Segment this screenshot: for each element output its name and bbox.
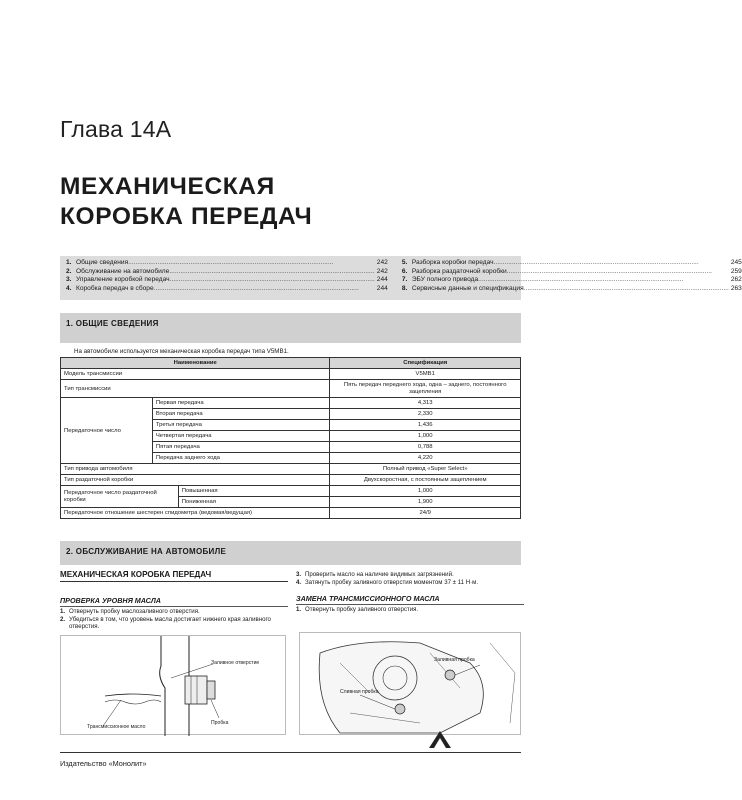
oil-change-figure: [299, 632, 521, 735]
oil-check-heading: ПРОВЕРКА УРОВНЯ МАСЛА: [60, 596, 288, 607]
toc-item[interactable]: [66, 259, 388, 266]
toc-item[interactable]: [66, 268, 388, 275]
transfer-label: Тип раздаточной коробки: [61, 475, 330, 486]
toc-num: 8.: [401, 284, 408, 292]
toc-label: Управление коробкой передач: [76, 276, 170, 283]
title-line-1: МЕХАНИЧЕСКАЯ: [60, 173, 275, 200]
transfer-value: Двухскоростная, с постоянным зацеплением: [330, 475, 521, 486]
gear-value: 1,436: [330, 420, 521, 431]
step-number: 4.: [296, 579, 302, 587]
fig-label-hole: Заливное отверстие: [211, 660, 260, 666]
toc-label: ЭБУ полного привода: [411, 276, 479, 283]
toc-column-left: [66, 259, 388, 297]
chapter-label: Глава 14А: [60, 116, 172, 142]
toc-label: Обслуживание на автомобиле: [76, 267, 170, 275]
step-number: 2.: [60, 616, 66, 624]
drive-value: Полный привод «Super Select»: [330, 464, 521, 475]
toc-label: Разборка коробки передач: [411, 259, 494, 266]
drive-label: Тип привода автомобиля: [61, 464, 330, 475]
step: [296, 571, 524, 578]
toc-label: Общие сведения: [76, 259, 129, 266]
oil-level-illustration: [61, 636, 287, 736]
step-text: Отвернуть пробку заливного отверстия.: [305, 606, 419, 614]
toc-num: 7.: [401, 276, 408, 283]
fig-label-oil: Трансмиссионное масло: [87, 724, 146, 730]
left-column: [60, 570, 288, 631]
gear-name: Передача заднего хода: [152, 453, 330, 464]
gear-name: Вторая передача: [152, 409, 330, 420]
table-of-contents: [60, 256, 742, 300]
right-column: [296, 570, 524, 614]
header-spec: Спецификация: [330, 358, 521, 369]
table-row: [61, 398, 521, 409]
toc-num: 4.: [66, 284, 72, 292]
table-row: [61, 486, 521, 497]
toc-leader: [169, 268, 374, 275]
type-value: Пять передач переднего хода, одна – заднего, постоянного зацепления: [330, 380, 521, 398]
table-row: [61, 508, 521, 519]
footer-divider: [60, 752, 521, 753]
toc-page: 262: [730, 276, 742, 283]
toc-page: 242: [376, 259, 388, 266]
table-row: [61, 369, 521, 380]
oil-change-heading: ЗАМЕНА ТРАНСМИССИОННОГО МАСЛА: [296, 594, 524, 605]
toc-num: 5.: [401, 259, 408, 266]
toc-item[interactable]: [402, 285, 742, 292]
gear-name: Первая передача: [152, 398, 330, 409]
toc-page: 242: [376, 267, 388, 275]
model-value: V5MB1: [330, 369, 521, 380]
publisher-footer: Издательство «Монолит»: [60, 759, 147, 768]
toc-page: 244: [376, 276, 388, 283]
toc-item[interactable]: [402, 268, 742, 275]
toc-label: Разборка раздаточной коробки: [411, 267, 507, 275]
section-1-intro: На автомобиле используется механическая коробка передач типа V5MB1.: [74, 348, 289, 355]
transmission-illustration: [300, 633, 522, 736]
step-text: Проверить масло на наличие видимых загрязнений.: [305, 571, 454, 578]
table-header-row: [61, 358, 521, 369]
low-label: Пониженная: [178, 497, 330, 508]
toc-label: Сервисные данные и спецификация: [411, 284, 524, 292]
oil-level-figure: [60, 635, 286, 735]
gear-value: 2,330: [330, 409, 521, 420]
toc-column-right: [402, 259, 742, 297]
title-line-2: КОРОБКА ПЕРЕДАЧ: [60, 203, 313, 230]
spec-table: [60, 357, 521, 519]
publisher-logo-icon: [427, 728, 453, 750]
step: [60, 616, 288, 630]
toc-page: 244: [376, 284, 388, 292]
section-1-heading: 1. ОБЩИЕ СВЕДЕНИЯ: [60, 313, 521, 343]
gear-value: 1,000: [330, 431, 521, 442]
gear-value: 4,220: [330, 453, 521, 464]
toc-leader: [494, 259, 729, 266]
step-number: 3.: [296, 571, 302, 578]
toc-leader: [170, 276, 375, 283]
table-row: [61, 380, 521, 398]
toc-leader: [478, 276, 729, 283]
toc-item[interactable]: [402, 259, 742, 266]
section-2-heading: 2. ОБСЛУЖИВАНИЕ НА АВТОМОБИЛЕ: [60, 541, 521, 565]
fig-label-fill: Заливная пробка: [434, 657, 475, 663]
toc-page: 263: [730, 284, 742, 292]
model-label: Модель трансмиссии: [61, 369, 330, 380]
toc-page: 259: [730, 267, 742, 275]
high-value: 1,000: [330, 486, 521, 497]
fig-label-plug: Пробка: [211, 720, 229, 726]
gear-name: Пятая передача: [152, 442, 330, 453]
fig-label-drain: Сливная пробка: [340, 689, 379, 695]
toc-leader: [128, 259, 375, 266]
subsection-heading: МЕХАНИЧЕСКАЯ КОРОБКА ПЕРЕДАЧ: [60, 570, 288, 582]
toc-num: 6.: [401, 267, 408, 275]
gear-name: Третья передача: [152, 420, 330, 431]
speedo-label: Передаточное отношение шестерен спидометра (ведомая/ведущая): [61, 508, 330, 519]
step-text: Убедиться в том, что уровень масла достигает нижнего края заливного отверстия.: [69, 616, 271, 631]
toc-page: 245: [730, 259, 742, 266]
gear-name: Четвертая передача: [152, 431, 330, 442]
toc-item[interactable]: [66, 285, 388, 292]
toc-num: 2.: [66, 267, 72, 275]
step: [296, 606, 524, 613]
step-number: 1.: [296, 606, 302, 614]
gear-value: 4,313: [330, 398, 521, 409]
header-name: Наименование: [61, 358, 330, 369]
low-value: 1,900: [330, 497, 521, 508]
toc-leader: [507, 268, 729, 275]
step: [296, 579, 524, 586]
step-text: Отвернуть пробку маслозаливного отверстия.: [69, 608, 200, 615]
step-number: 1.: [60, 608, 66, 615]
toc-num: 3.: [66, 276, 72, 283]
step: [60, 608, 288, 615]
transfer-ratio-label: Передаточное число раздаточной коробки: [61, 486, 179, 508]
gear-value: 0,788: [330, 442, 521, 453]
ratio-label: Передаточное число: [61, 398, 153, 464]
step-text: Затянуть пробку заливного отверстия моментом 37 ± 11 Н·м.: [305, 579, 479, 587]
high-label: Повышенная: [178, 486, 330, 497]
page-title: [60, 172, 312, 232]
table-row: [61, 475, 521, 486]
toc-item[interactable]: [66, 276, 388, 283]
toc-leader: [154, 285, 375, 292]
table-row: [61, 464, 521, 475]
type-label: Тип трансмиссии: [61, 380, 330, 398]
speedo-value: 24/9: [330, 508, 521, 519]
toc-item[interactable]: [402, 276, 742, 283]
toc-num: 1.: [66, 259, 72, 266]
toc-label: Коробка передач в сборе: [76, 284, 154, 292]
toc-leader: [524, 285, 729, 292]
